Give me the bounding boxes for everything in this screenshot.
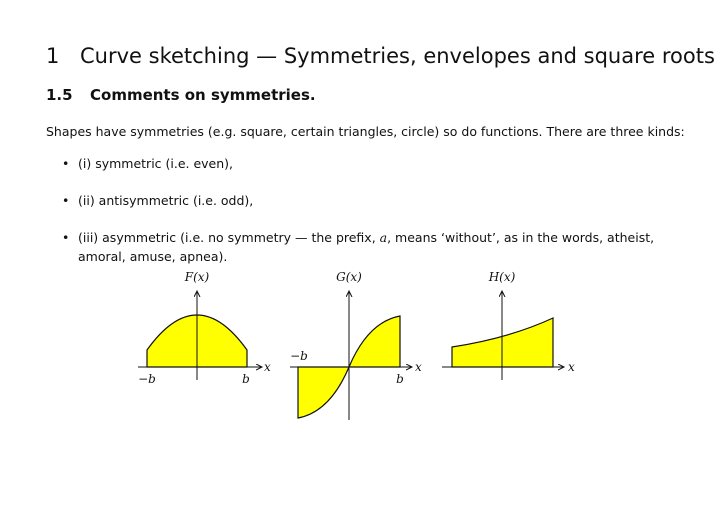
subsection-number: 1.5 <box>46 86 73 104</box>
asymmetric-text-before: (iii) asymmetric (i.e. no symmetry — the prefix, <box>78 230 380 245</box>
intro-paragraph: Shapes have symmetries (e.g. square, certain triangles, circle) so do functions. There are three kinds: <box>46 124 685 139</box>
f-label: F(x) <box>184 270 210 284</box>
g-x-label: x <box>415 360 422 374</box>
g-label: G(x) <box>336 270 362 284</box>
g-shaded-area-left <box>298 367 349 418</box>
list-item-symmetric: • (i) symmetric (i.e. even), <box>62 154 682 173</box>
list-item-antisymmetric: • (ii) antisymmetric (i.e. odd), <box>62 191 682 210</box>
subsection-title-text: Comments on symmetries. <box>90 86 316 104</box>
f-tick-b: b <box>242 372 250 386</box>
f-tick-neg-b: −b <box>138 372 156 386</box>
asymmetric-text-after: , means ‘without’, as in the words, atheist, amoral, amuse, apnea). <box>78 230 655 264</box>
f-x-label: x <box>264 360 271 374</box>
figure-f <box>138 270 271 386</box>
section-title-text: Curve sketching — Symmetries, envelopes and square roots <box>80 44 715 68</box>
figure-h <box>442 270 575 380</box>
prefix-a-math: a <box>379 230 388 245</box>
g-shaded-area-right <box>349 316 400 367</box>
g-tick-b: b <box>396 372 404 386</box>
section-number: 1 <box>46 44 60 68</box>
h-x-label: x <box>568 360 575 374</box>
g-tick-neg-b: −b <box>290 349 308 363</box>
h-label: H(x) <box>488 270 516 284</box>
figure-g <box>290 270 422 420</box>
